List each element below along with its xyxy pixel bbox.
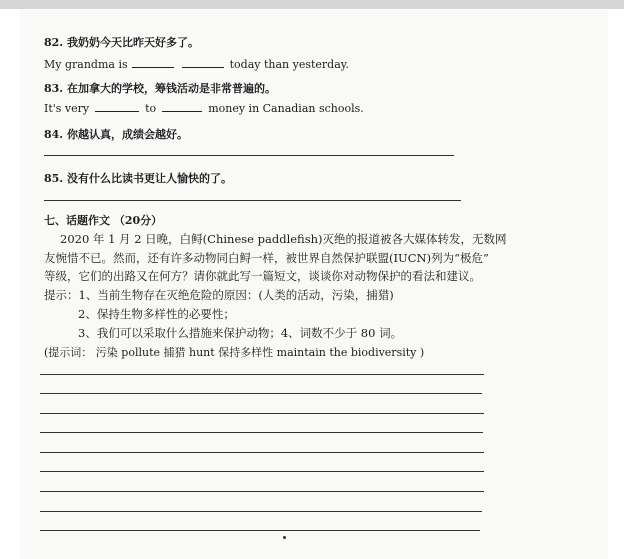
writing-line[interactable] [40,471,484,472]
hint-3: 3、我们可以采取什么措施来保护动物；4、词数不少于 80 词。 [78,326,403,340]
q83-middle: to [145,102,157,115]
writing-line[interactable] [40,413,484,414]
q85-prompt: 85. 没有什么比读书更让人愉快的了。 [44,172,232,185]
writing-line[interactable] [40,511,482,512]
page-mark [283,536,286,539]
q83-blank-1[interactable] [95,102,139,112]
writing-line[interactable] [40,432,483,433]
q83-blank-2[interactable] [162,102,202,112]
q84-prompt: 84. 你越认真，成绩会越好。 [44,128,188,141]
q83-start: It's very [44,102,90,115]
q83-end: money in Canadian schools. [208,102,364,115]
writing-line[interactable] [40,491,484,492]
hint-2: 2、保持生物多样性的必要性； [78,307,235,321]
q84-answer-line[interactable] [44,155,454,156]
hint-1: 提示：1、当前生物存在灭绝危险的原因：(人类的活动，污染，捕猎) [44,288,394,302]
q82-sentence [44,58,349,71]
q82-blank-1[interactable] [132,58,174,68]
q82-prompt: 82. 我奶奶今天比昨天好多了。 [44,36,199,49]
q82-end: today than yesterday. [229,58,350,71]
writing-line[interactable] [40,452,484,453]
q82-start: My grandma is [44,58,128,71]
writing-line[interactable] [40,374,484,375]
passage-line-3: 等级，它们的出路又在何方？请你就此写一篇短文，谈谈你对动物保护的看法和建议。 [44,269,481,283]
section-title: 七、话题作文 （20分） [44,214,163,227]
q83-prompt: 83. 在加拿大的学校，筹钱活动是非常普遍的。 [44,82,276,95]
q85-answer-line[interactable] [44,200,461,201]
writing-line[interactable] [40,393,482,394]
top-strip [0,0,624,9]
hint-words: (提示词： 污染 pollute 捕猎 hunt 保持多样性 maintain the biodiversity ) [44,346,425,359]
writing-line[interactable] [40,530,480,531]
q82-blank-2[interactable] [182,58,224,68]
passage-line-2: 友惋惜不已。然而，还有许多动物同白鲟一样，被世界自然保护联盟(IUCN)列为“极危” [44,251,489,265]
q83-sentence [44,102,364,115]
passage-line-1: 2020 年 1 月 2 日晚，白鲟(Chinese paddlefish)灭绝的报道被各大媒体转发，无数网 [60,232,507,246]
